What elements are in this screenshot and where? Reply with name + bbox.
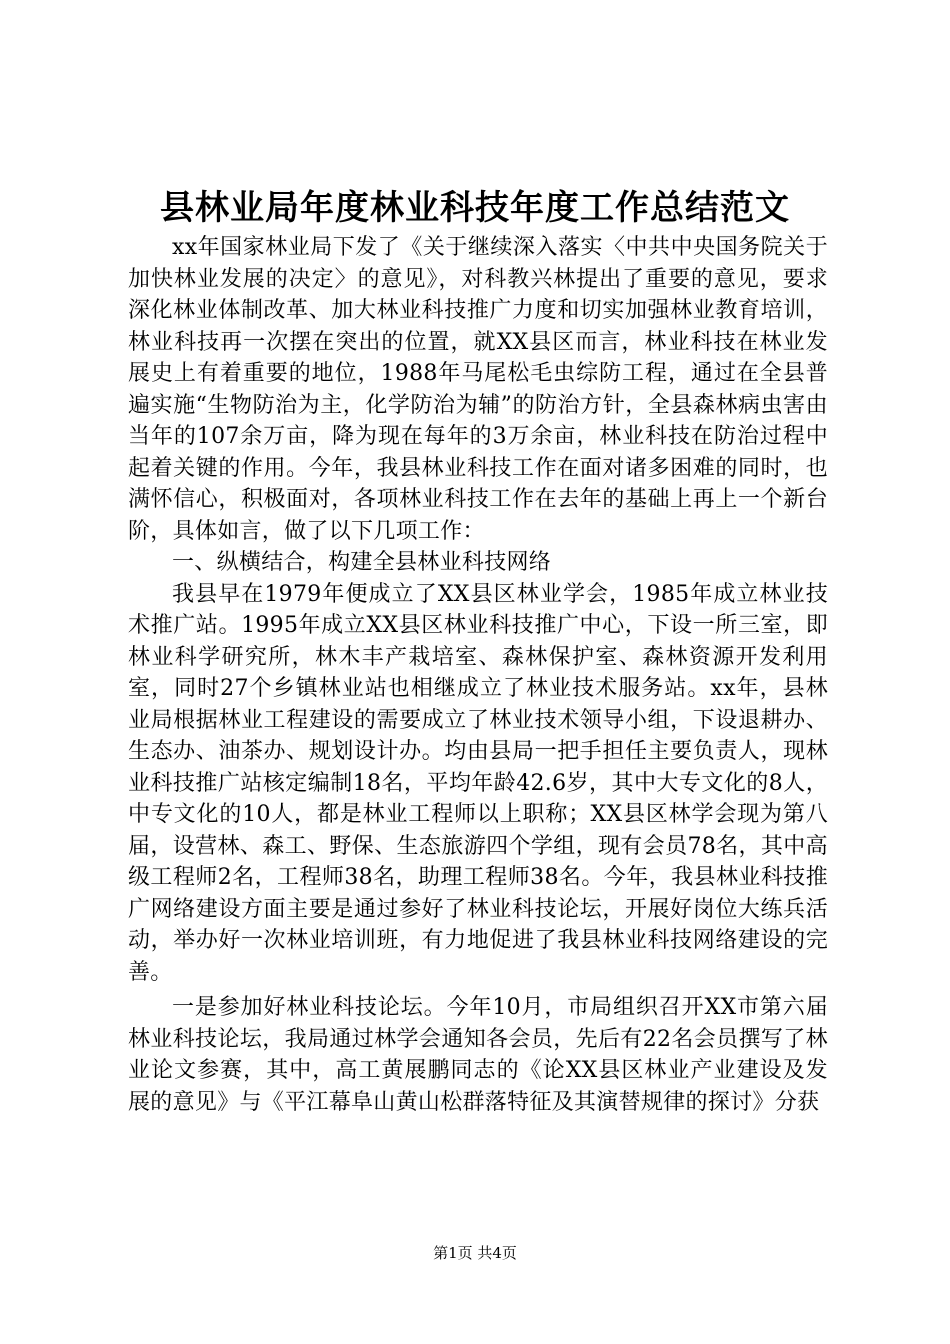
body-paragraph: 我县早在1979年便成立了XX县区林业学会，1985年成立林业技术推广站。1995年成立XX县区林业科技推广中心，下设一所三室，即林业科学研究所，林木丰产栽培室、森林保护室、森林资源开发利用室，同时27个乡镇林业站也相继成立了林业技术服务站。xx年，县林业局根据林业工程建设的需要成立了林业技术领导小组，下设退耕办、生态办、油茶办、规划设计办。均由县局一把手担任主要负责人，现林业科技推广站核定编制18名，平均年龄42.6岁，其中大专文化的8人，中专文化的10人，都是林业工程师以上职称；XX县区林学会现为第八届，设营林、森工、野保、生态旅游四个学组，现有会员78名，其中高级工程师2名，工程师38名，助理工程师38名。今年，我县林业科技推广网络建设方面主要是通过参好了林业科技论坛，开展好岗位大练兵活动，举办好一次林业培训班，有力地促进了我县林业科技网络建设的完善。 xyxy=(128,581,828,985)
document-body xyxy=(128,232,828,1118)
section-heading: 一、纵横结合，构建全县林业科技网络 xyxy=(172,550,552,575)
intro-paragraph: xx年国家林业局下发了《关于继续深入落实〈中共中央国务院关于加快林业发展的决定〉的意见》，对科教兴林提出了重要的意见，要求深化林业体制改革、加大林业科技推广力度和切实加强林业教育培训，林业科技再一次摆在突出的位置，就XX县区而言，林业科技在林业发展史上有着重要的地位，1988年马尾松毛虫综防工程，通过在全县普遍实施“生物防治为主，化学防治为辅”的防治方针，全县森林病虫害由当年的107余万亩，降为现在每年的3万余亩，林业科技在防治过程中起着关键的作用。今年，我县林业科技工作在面对诸多困难的同时，也满怀信心，积极面对，各项林业科技工作在去年的基础上再上一个新台阶，具体如言，做了以下几项工作： xyxy=(128,235,828,544)
body-paragraph: 一是参加好林业科技论坛。今年10月，市局组织召开XX市第六届林业科技论坛，我局通过林学会通知各会员，先后有22名会员撰写了林业论文参赛，其中，高工黄展鹏同志的《论XX县区林业产业建设及发展的意见》与《平江幕阜山黄山松群落特征及其演替规律的探讨》分获 xyxy=(128,995,828,1115)
page-number: 第1页 共4页 xyxy=(433,1244,517,1262)
document-title: 县林业局年度林业科技年度工作总结范文 xyxy=(160,188,790,228)
